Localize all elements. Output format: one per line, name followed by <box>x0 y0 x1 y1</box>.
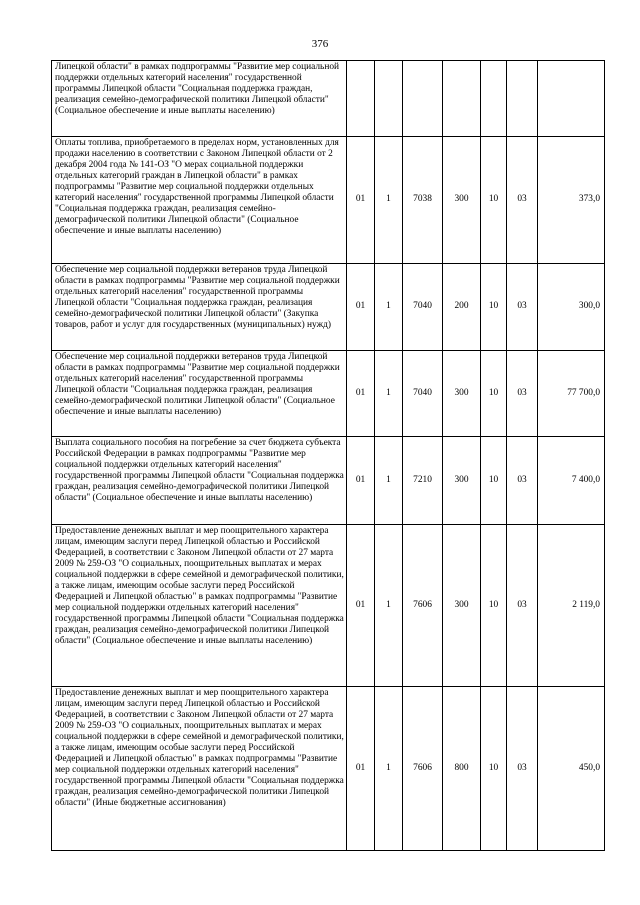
expense-type-code <box>443 61 481 137</box>
section-code: 10 <box>481 351 507 437</box>
subprogram-code: 1 <box>375 687 403 851</box>
table-row <box>52 264 605 351</box>
expense-type-code: 300 <box>443 137 481 264</box>
amount: 450,0 <box>538 687 605 851</box>
direction-code: 7038 <box>403 137 443 264</box>
table-row <box>52 437 605 525</box>
direction-code: 7606 <box>403 525 443 687</box>
direction-code: 7040 <box>403 351 443 437</box>
table-row <box>52 137 605 264</box>
program-code: 01 <box>347 525 375 687</box>
section-code: 10 <box>481 264 507 351</box>
subprogram-code: 1 <box>375 264 403 351</box>
amount: 7 400,0 <box>538 437 605 525</box>
subsection-code: 03 <box>507 264 538 351</box>
subprogram-code: 1 <box>375 351 403 437</box>
program-code: 01 <box>347 137 375 264</box>
program-code <box>347 61 375 137</box>
subsection-code <box>507 61 538 137</box>
budget-table <box>51 60 605 851</box>
expense-type-code: 200 <box>443 264 481 351</box>
subprogram-code: 1 <box>375 437 403 525</box>
section-code: 10 <box>481 525 507 687</box>
program-code: 01 <box>347 351 375 437</box>
table-row <box>52 687 605 851</box>
direction-code <box>403 61 443 137</box>
page-number: 376 <box>311 38 329 50</box>
direction-code: 7040 <box>403 264 443 351</box>
expense-type-code: 300 <box>443 351 481 437</box>
amount <box>538 61 605 137</box>
subsection-code: 03 <box>507 351 538 437</box>
program-code: 01 <box>347 437 375 525</box>
direction-code: 7606 <box>403 687 443 851</box>
subprogram-code: 1 <box>375 525 403 687</box>
subsection-code: 03 <box>507 687 538 851</box>
expense-type-code: 300 <box>443 525 481 687</box>
section-code: 10 <box>481 437 507 525</box>
amount: 300,0 <box>538 264 605 351</box>
table-row <box>52 525 605 687</box>
table-row <box>52 351 605 437</box>
table-row <box>52 61 605 137</box>
subprogram-code: 1 <box>375 137 403 264</box>
direction-code: 7210 <box>403 437 443 525</box>
expense-type-code: 300 <box>443 437 481 525</box>
amount: 77 700,0 <box>538 351 605 437</box>
section-code: 10 <box>481 137 507 264</box>
amount: 373,0 <box>538 137 605 264</box>
section-code: 10 <box>481 687 507 851</box>
row-description: Липецкой области" в рамках подпрограммы "Развитие мер социальной поддержки отдельных категорий населения" государственной программы Липецкой области "Социальная поддержка граждан, реализация семейно-демографической политики Липецкой области" (Социальное обеспечение и иные выплаты населению) <box>52 61 347 137</box>
row-description: Предоставление денежных выплат и мер поощрительного характера лицам, имеющим заслуги перед Липецкой областью и Российской Федерацией, в соответствии с Законом Липецкой области от 27 марта 2009 № 259-ОЗ "О социальных, поощрительных выплатах и мерах социальной поддержки в сфере семейной и демографической политики, а также лицам, имеющим особые заслуги перед Российской Федерацией и Липецкой областью" в рамках подпрограммы "Развитие мер социальной поддержки отдельных категорий населения" государственной программы Липецкой области "Социальная поддержка граждан, реализация семейно-демографической политики Липецкой области" (Иные бюджетные ассигнования) <box>52 687 347 851</box>
program-code: 01 <box>347 687 375 851</box>
row-description: Обеспечение мер социальной поддержки ветеранов труда Липецкой области в рамках подпрограммы "Развитие мер социальной поддержки отдельных категорий населения" государственной программы Липецкой области "Социальная поддержка граждан, реализация семейно-демографической политики Липецкой области" (Закупка товаров, работ и услуг для государственных (муниципальных) нужд) <box>52 264 347 351</box>
subsection-code: 03 <box>507 137 538 264</box>
row-description: Оплаты топлива, приобретаемого в пределах норм, установленных для продажи населению в соответствии с Законом Липецкой области от 2 декабря 2004 года № 141-ОЗ "О мерах социальной поддержки отдельных категорий граждан в Липецкой области" в рамках подпрограммы "Развитие мер социальной поддержки отдельных категорий населения" государственной программы Липецкой области "Социальная поддержка граждан, реализация семейно-демографической политики Липецкой области" (Социальное обеспечение и иные выплаты населению) <box>52 137 347 264</box>
program-code: 01 <box>347 264 375 351</box>
section-code <box>481 61 507 137</box>
subprogram-code <box>375 61 403 137</box>
subsection-code: 03 <box>507 525 538 687</box>
row-description: Обеспечение мер социальной поддержки ветеранов труда Липецкой области в рамках подпрограммы "Развитие мер социальной поддержки отдельных категорий населения" государственной программы Липецкой области "Социальная поддержка граждан, реализация семейно-демографической политики Липецкой области" (Социальное обеспечение и иные выплаты населению) <box>52 351 347 437</box>
row-description: Предоставление денежных выплат и мер поощрительного характера лицам, имеющим заслуги перед Липецкой областью и Российской Федерацией, в соответствии с Законом Липецкой области от 27 марта 2009 № 259-ОЗ "О социальных, поощрительных выплатах и мерах социальной поддержки в сфере семейной и демографической политики, а также лицам, имеющим особые заслуги перед Российской Федерацией и Липецкой областью" в рамках подпрограммы "Развитие мер социальной поддержки отдельных категорий населения" государственной программы Липецкой области "Социальная поддержка граждан, реализация семейно-демографической политики Липецкой области" (Социальное обеспечение и иные выплаты населению) <box>52 525 347 687</box>
amount: 2 119,0 <box>538 525 605 687</box>
subsection-code: 03 <box>507 437 538 525</box>
row-description: Выплата социального пособия на погребение за счет бюджета субъекта Российской Федерации в рамках подпрограммы "Развитие мер социальной поддержки отдельных категорий населения" государственной программы Липецкой области "Социальная поддержка граждан, реализация семейно-демографической политики Липецкой области" (Социальное обеспечение и иные выплаты населению) <box>52 437 347 525</box>
expense-type-code: 800 <box>443 687 481 851</box>
